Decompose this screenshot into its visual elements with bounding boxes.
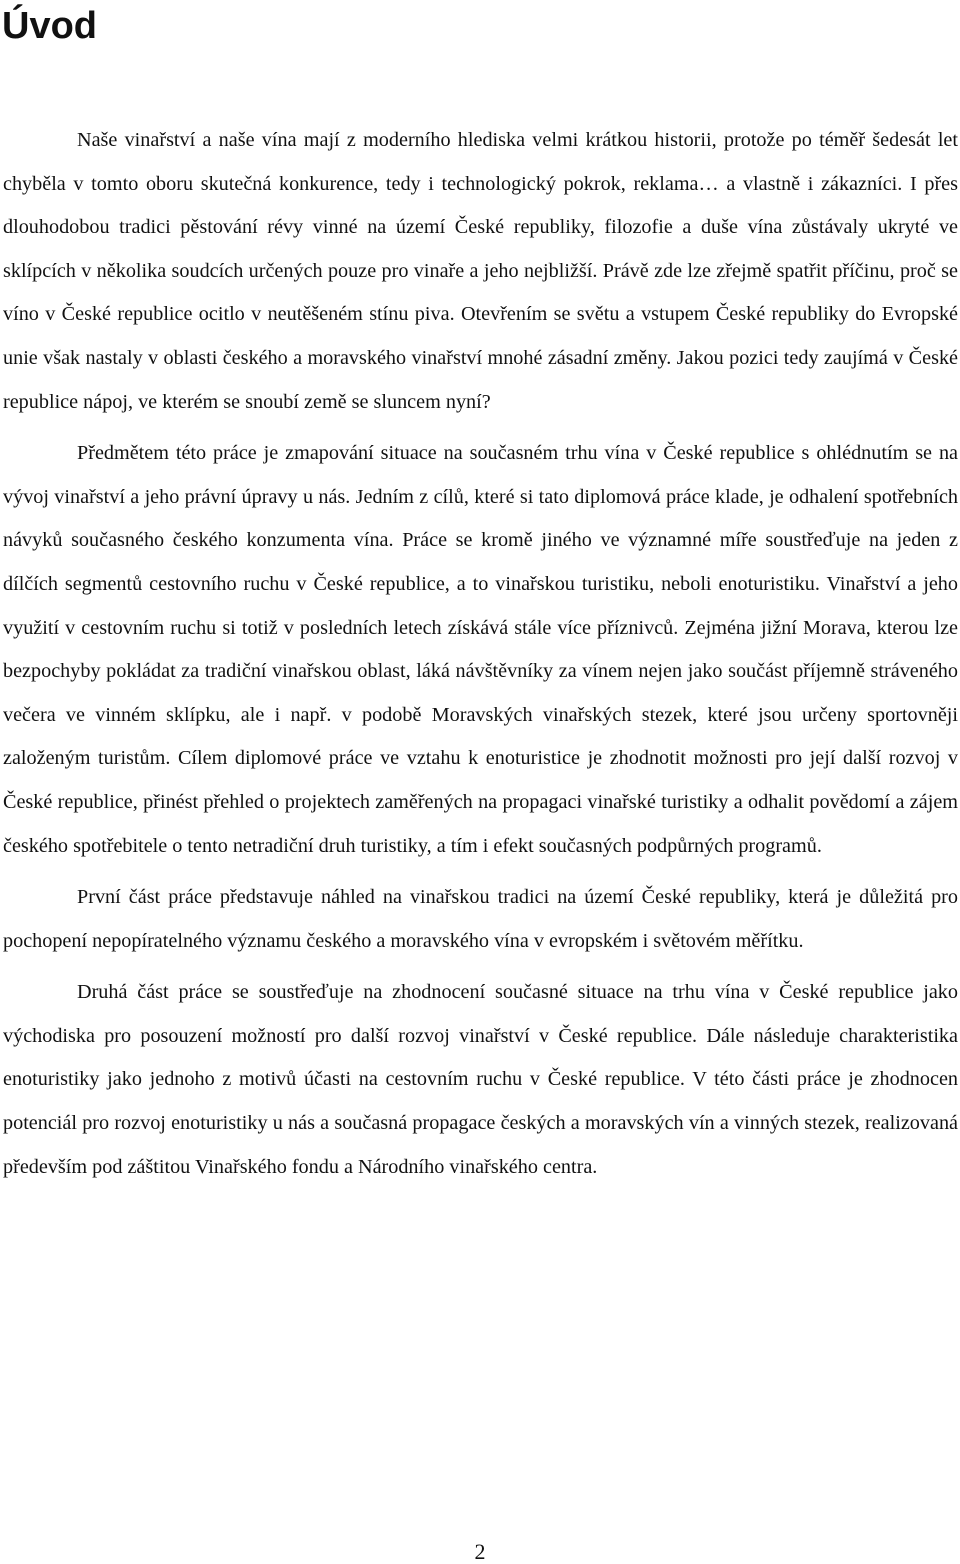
- paragraph-intro: Naše vinařství a naše vína mají z moderního hlediska velmi krátkou historii, protože po téměř šedesát let chyběla v tomto oboru skutečná konkurence, tedy i technologický pokrok, reklama… a vlastně i zákazníci. I přes dlouhodobou tradici pěstování révy vinné na území České republiky, filozofie a duše vína zůstávaly ukryté ve sklípcích v několika soudcích určených pouze pro vinaře a jeho nejbližší. Právě zde lze zřejmě spatřit příčinu, proč se víno v České republice ocitlo v neutěšeném stínu piva. Otevřením se světu a vstupem České republiky do Evropské unie však nastaly v oblasti českého a moravského vinařství mnohé zásadní změny. Jakou pozici tedy zaujímá v České republice nápoj, ve kterém se snoubí země se sluncem nyní?: [3, 129, 958, 413]
- paragraph-first-part: První část práce představuje náhled na vinařskou tradici na území České republiky, která je důležitá pro pochopení nepopíratelného významu českého a moravského vína v evropském i světovém měřítku.: [3, 886, 958, 952]
- paragraph-gap: [3, 963, 958, 971]
- paragraph-subject: Předmětem této práce je zmapování situace na současném trhu vína v České republice s ohlédnutím se na vývoj vinařství a jeho právní úpravy u nás. Jedním z cílů, které si tato diplomová práce klade, je odhalení spotřebních návyků současného českého konzumenta vína. Práce se kromě jiného ve významné míře soustřeďuje na jeden z dílčích segmentů cestovního ruchu v České republice, a to vinařskou turistiku, neboli enoturistiku. Vinařství a jeho využití v cestovním ruchu si totiž v posledních letech získává stále více příznivců. Zejména jižní Morava, kterou lze bezpochyby pokládat za tradiční vinařskou oblast, láká návštěvníky za vínem nejen jako součást příjemně stráveného večera ve vinném sklípku, ale i např. v podobě Moravských vinařských stezek, které jsou určeny sportovněji založeným turistům. Cílem diplomové práce ve vztahu k enoturistice je zhodnotit možnosti pro její další rozvoj v České republice, přinést přehled o projektech zaměřených na propagaci vinařské turistiky a odhalit povědomí a zájem českého spotřebitele o tento netradiční druh turistiky, a tím i efekt současných podpůrných programů.: [3, 442, 958, 857]
- page-number: 2: [474, 1539, 486, 1564]
- body-text: [3, 119, 958, 1189]
- paragraph-gap: [3, 868, 958, 876]
- paragraph-gap: [3, 424, 958, 432]
- page-title: Úvod: [2, 5, 97, 47]
- paragraph-second-part: Druhá část práce se soustřeďuje na zhodnocení současné situace na trhu vína v České republice jako východiska pro posouzení možností pro další rozvoj vinařství v České republice. Dále následuje charakteristika enoturistiky jako jednoho z motivů účasti na cestovním ruchu v České republice. V této části práce je zhodnocen potenciál pro rozvoj enoturistiky u nás a současná propagace českých a moravských vín a vinných stezek, realizovaná především pod záštitou Vinařského fondu a Národního vinařského centra.: [3, 981, 958, 1178]
